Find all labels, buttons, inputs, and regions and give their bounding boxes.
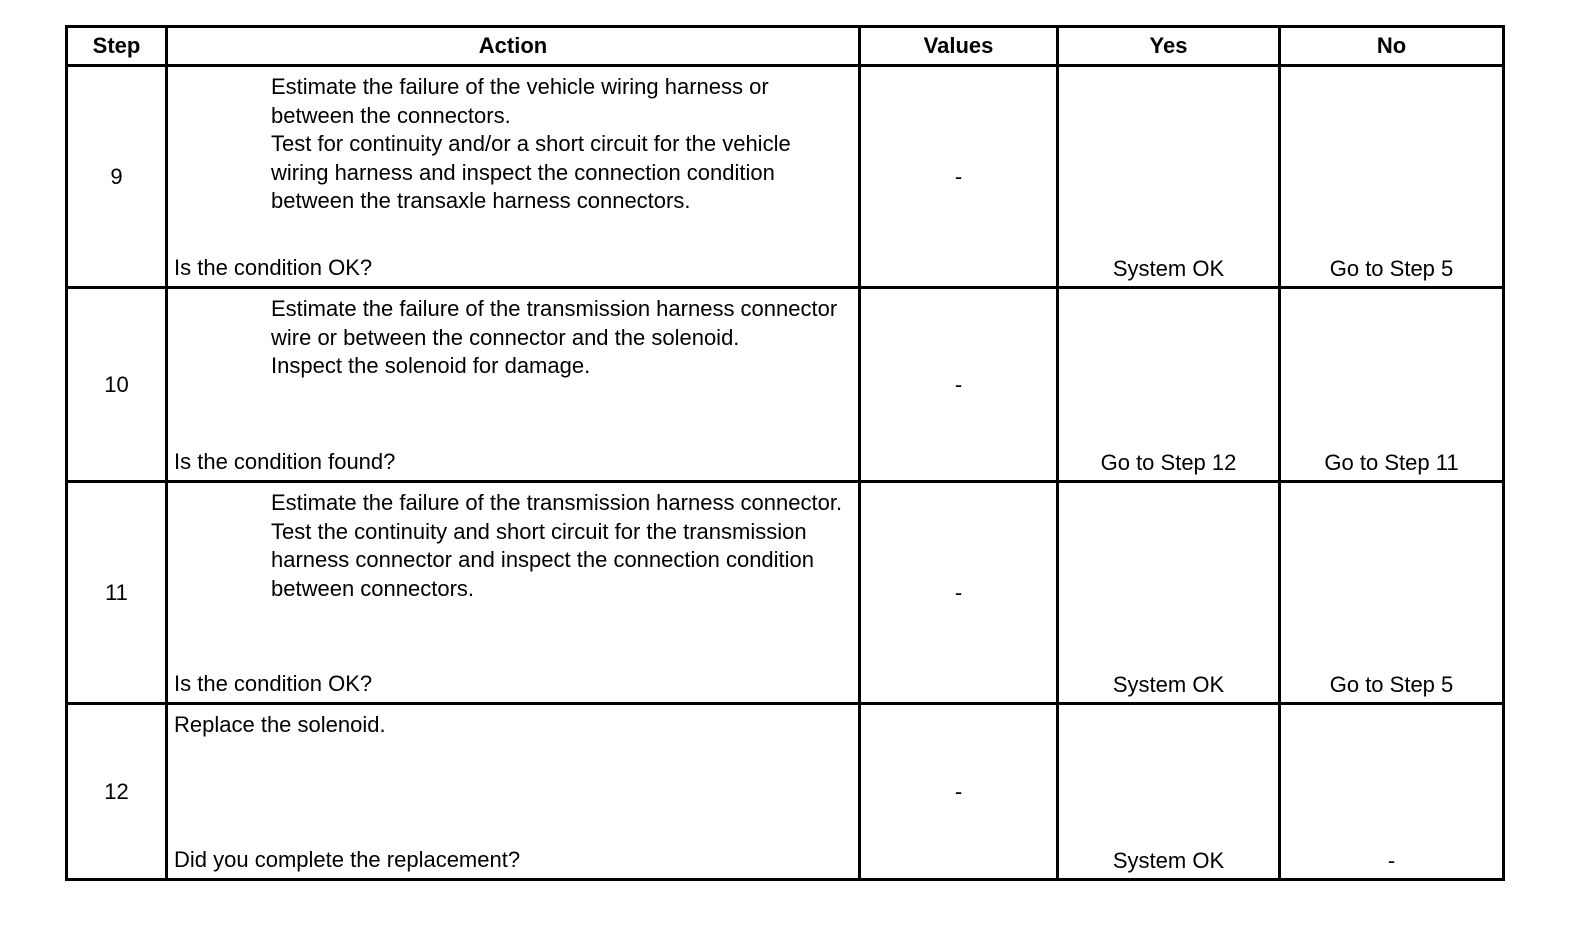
header-action: Action: [167, 27, 860, 66]
action-description: [271, 295, 852, 381]
step-number: 11: [67, 482, 167, 704]
values-cell: -: [860, 66, 1058, 288]
table-row: [67, 704, 1504, 880]
no-cell: [1280, 66, 1504, 288]
header-yes: Yes: [1058, 27, 1280, 66]
values-cell: -: [860, 482, 1058, 704]
no-result: Go to Step 5: [1329, 672, 1454, 697]
action-cell: [167, 482, 860, 704]
action-description: [271, 73, 852, 216]
action-line: Estimate the failure of the transmission harness connector.: [271, 490, 843, 515]
action-question: Is the condition OK?: [174, 254, 373, 280]
action-description: [174, 711, 852, 740]
header-step: Step: [67, 27, 167, 66]
no-cell: [1280, 704, 1504, 880]
step-number: 9: [67, 66, 167, 288]
action-cell: [167, 66, 860, 288]
table-row: [67, 288, 1504, 482]
no-result: -: [1387, 848, 1396, 873]
values-cell: -: [860, 704, 1058, 880]
action-question: Is the condition OK?: [174, 670, 373, 696]
header-no: No: [1280, 27, 1504, 66]
action-question: Did you complete the replacement?: [174, 846, 521, 872]
no-cell: [1280, 288, 1504, 482]
values-cell: -: [860, 288, 1058, 482]
no-result: Go to Step 5: [1329, 256, 1454, 281]
action-description: [271, 489, 852, 603]
no-result: Go to Step 11: [1324, 450, 1459, 475]
action-line: Replace the solenoid.: [174, 712, 386, 737]
table-row: [67, 482, 1504, 704]
yes-result: System OK: [1112, 672, 1225, 697]
step-number: 10: [67, 288, 167, 482]
action-cell: [167, 288, 860, 482]
table-header-row: [67, 27, 1504, 66]
action-line: Test the continuity and short circuit for the transmission harness connector and inspect the connection condition between connectors.: [271, 518, 815, 601]
yes-result: System OK: [1112, 256, 1225, 281]
yes-cell: [1058, 482, 1280, 704]
yes-result: Go to Step 12: [1100, 450, 1237, 475]
table-row: [67, 66, 1504, 288]
action-line: Estimate the failure of the vehicle wiring harness or between the connectors.: [271, 74, 769, 128]
diagnostic-table: [65, 25, 1505, 881]
step-number: 12: [67, 704, 167, 880]
yes-result: System OK: [1112, 848, 1225, 873]
action-line: Test for continuity and/or a short circuit for the vehicle wiring harness and inspect the connection condition between the transaxle harness connectors.: [271, 131, 791, 213]
yes-cell: [1058, 704, 1280, 880]
yes-cell: [1058, 288, 1280, 482]
yes-cell: [1058, 66, 1280, 288]
action-line: Inspect the solenoid for damage.: [271, 353, 591, 378]
no-cell: [1280, 482, 1504, 704]
action-cell: [167, 704, 860, 880]
header-values: Values: [860, 27, 1058, 66]
action-question: Is the condition found?: [174, 448, 396, 474]
action-line: Estimate the failure of the transmission harness connector wire or between the connector and the solenoid.: [271, 296, 838, 350]
